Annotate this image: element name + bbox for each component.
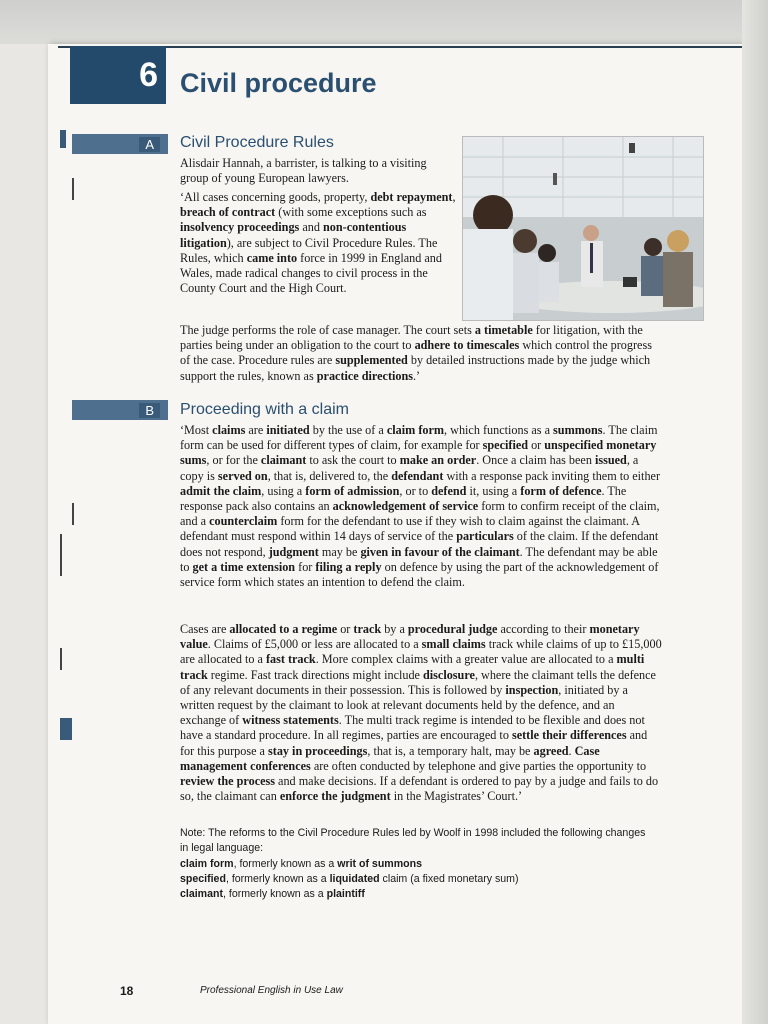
terminology-note [180, 826, 650, 902]
chapter-number: 6 [139, 55, 158, 94]
page-number: 18 [120, 984, 134, 998]
margin-marker [60, 718, 72, 740]
section-a-paragraph-1: ‘All cases concerning goods, property, debt repayment, breach of contract (with some exceptions such as insolvency proceedings and non-contentious litigation), are subject to Civil Procedure Rules. The Rules, which came into force in 1999 in England and Wales, made radical changes to civil process in the County Court and the High Court. [180, 190, 456, 296]
section-a-title: Civil Procedure Rules [180, 134, 334, 151]
meeting-photo [462, 136, 704, 321]
section-a-intro: Alisdair Hannah, a barrister, is talking to a visiting group of young European lawyers. [180, 156, 427, 186]
page-top-shadow [0, 0, 768, 44]
margin-line [60, 534, 62, 576]
meeting-illustration [463, 137, 703, 320]
margin-line [72, 178, 74, 200]
note-item: specified, formerly known as a liquidated claim (a fixed monetary sum) [180, 872, 519, 885]
margin-line [60, 648, 62, 670]
book-title: Professional English in Use Law [200, 985, 343, 996]
margin-marker [60, 130, 66, 148]
section-a-paragraph-2: The judge performs the role of case manager. The court sets a timetable for litigation, with the parties being under an obligation to the court to adhere to timescales which control the progress of the case. Procedure rules are supplemented by detailed instructions made by the judge which support the rules, known as practice directions.’ [180, 323, 652, 383]
note-intro: Note: The reforms to the Civil Procedure Rules led by Woolf in 1998 included the following changes in legal language: [180, 827, 646, 855]
section-b-letter: B [139, 403, 160, 418]
chapter-number-box [70, 46, 166, 104]
note-item: claim form, formerly known as a writ of summons [180, 857, 422, 870]
section-a-letter: A [139, 137, 160, 152]
section-a-tab [72, 134, 168, 154]
section-b-paragraph-1: ‘Most claims are initiated by the use of a claim form, which functions as a summons. The claim form can be used for different types of claim, for example for specified or unspecified monetary sums, or for the claimant to ask the court to make an order. Once a claim has been issued, a copy is served on, that is, delivered to, the defendant with a response pack inviting them to either admit the claim, using a form of admission, or to defend it, using a form of defence. The response pack also contains an acknowledgement of service form to confirm receipt of the claim, and a counterclaim form for the defendant to use if they wish to claim against the claimant. A defendant must respond within 14 days of service of the particulars of the claim. If the defendant does not respond, judgment may be given in favour of the claimant. The defendant may be able to get a time extension for filing a reply on defence by using the part of the acknowledgement of service form which states an intention to defend the claim. [180, 423, 661, 590]
note-item: claimant, formerly known as a plaintiff [180, 888, 365, 901]
chapter-title: Civil procedure [180, 68, 377, 98]
section-b-paragraph-2: Cases are allocated to a regime or track by a procedural judge according to their monetary value. Claims of £5,000 or less are allocated to a small claims track while claims of up to £15,000 are allocated to a fast track. More complex claims with a greater value are allocated to a multi track regime. Fast track directions might include disclosure, where the claimant tells the defence of any relevant documents in their possession. This is followed by inspection, initiated by a written request by the claimant to look at relevant documents held by the defence, and an exchange of witness statements. The multi track regime is intended to be flexible and does not have a standard procedure. In all regimes, parties are encouraged to settle their differences and for this purpose a stay in proceedings, that is, a temporary halt, may be agreed. Case management conferences are often conducted by telephone and give parties the opportunity to review the process and make decisions. If a defendant is ordered to pay by a judge and fails to do so, the claimant can enforce the judgment in the Magistrates’ Court.’ [180, 622, 662, 804]
section-b-title: Proceeding with a claim [180, 401, 349, 418]
page-right-shadow [742, 0, 768, 1024]
section-b-tab [72, 400, 168, 420]
margin-line [72, 503, 74, 525]
